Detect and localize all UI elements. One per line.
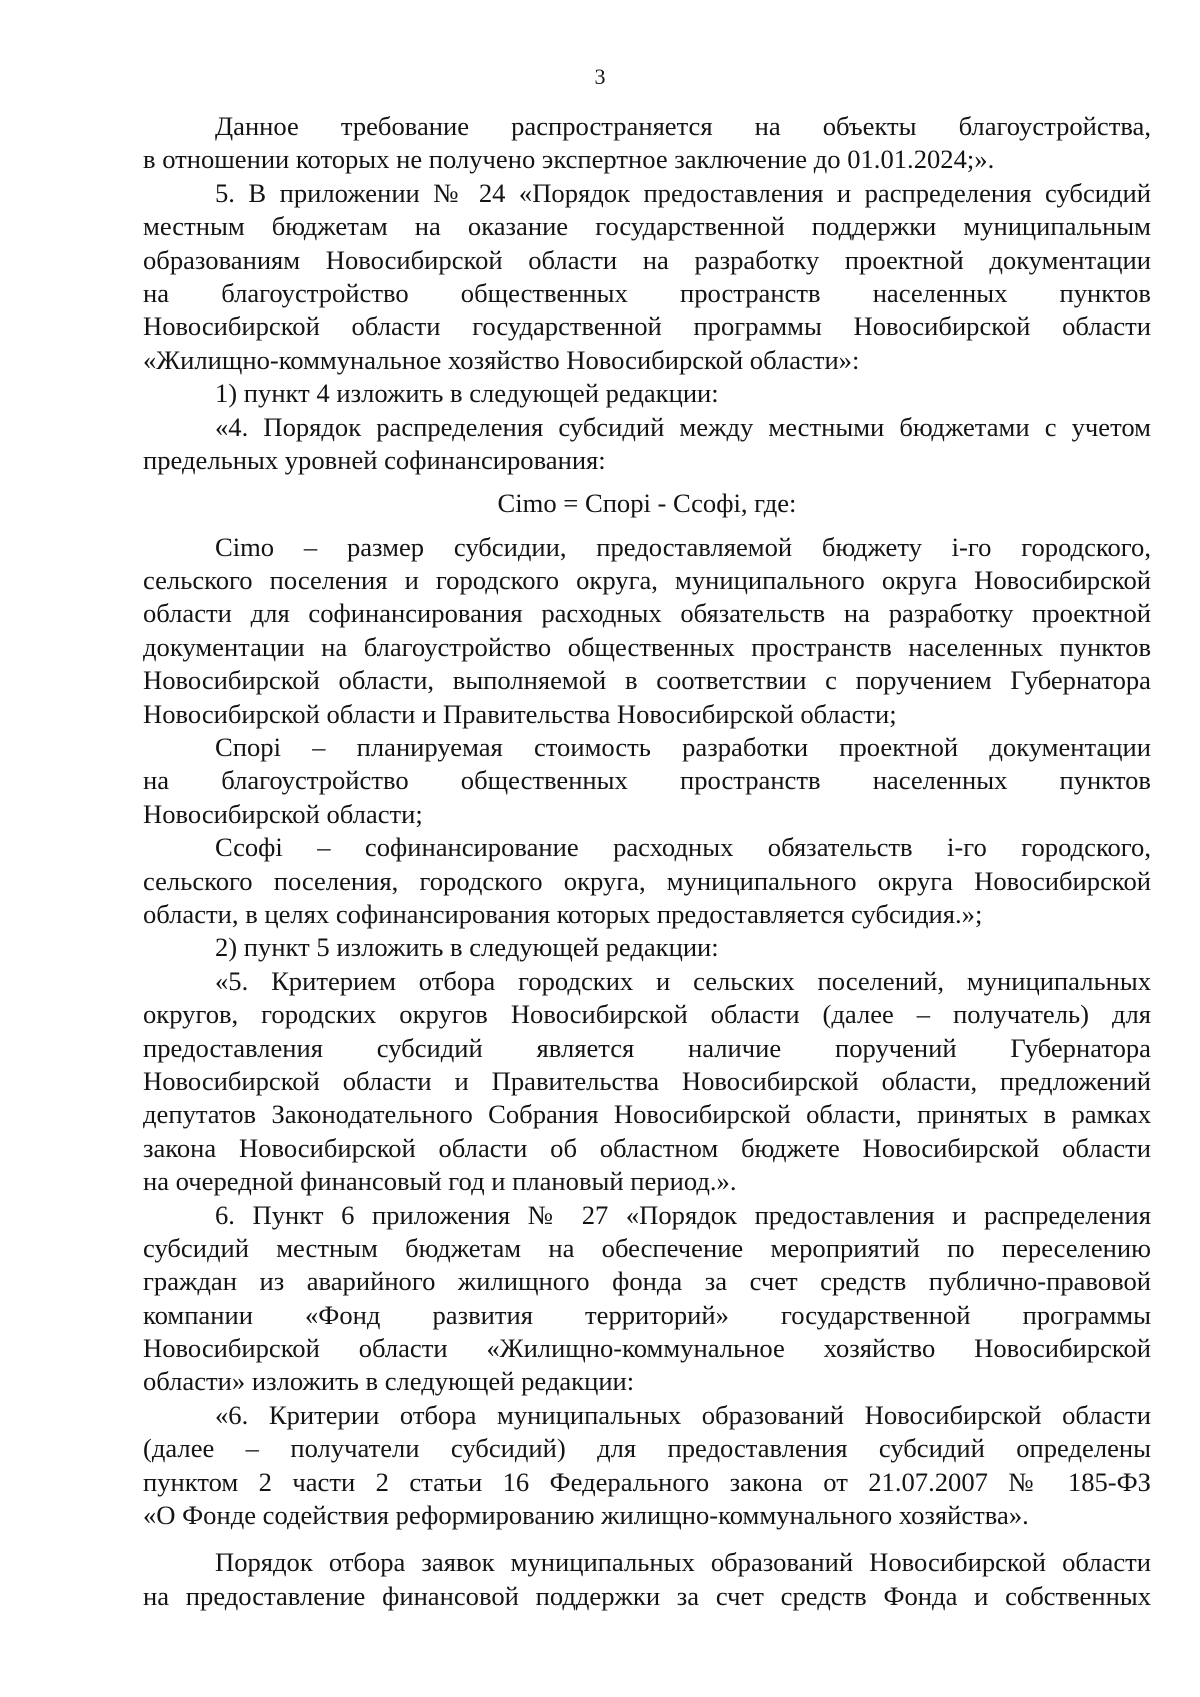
- text-line: на благоустройство общественных пространств населенных пунктов: [143, 765, 1151, 796]
- text-line: закона Новосибирской области об областном бюджете Новосибирской области: [143, 1132, 1151, 1163]
- text-line: сельского поселения, городского округа, муниципального округа Новосибирской: [143, 865, 1151, 896]
- text-line: на благоустройство общественных пространств населенных пунктов: [143, 277, 1151, 308]
- text-line: Новосибирской области государственной программы Новосибирской области: [143, 311, 1151, 342]
- text-line: «6. Критерии отбора муниципальных образований Новосибирской области: [215, 1399, 1151, 1430]
- text-line: 6. Пункт 6 приложения № 27 «Порядок предоставления и распределения: [215, 1199, 1151, 1230]
- text-line: граждан из аварийного жилищного фонда за счет средств публично-правовой: [143, 1266, 1151, 1297]
- text-line: 5. В приложении № 24 «Порядок предоставления и распределения субсидий: [215, 177, 1151, 208]
- text-line: области» изложить в следующей редакции:: [143, 1366, 635, 1397]
- text-line: на предоставление финансовой поддержки за счет средств Фонда и собственных: [143, 1580, 1151, 1611]
- text-line: «Жилищно-коммунальное хозяйство Новосибирской области»:: [143, 344, 860, 375]
- text-line: Новосибирской области «Жилищно-коммунальное хозяйство Новосибирской: [143, 1333, 1151, 1364]
- text-line: Спорi – планируемая стоимость разработки проектной документации: [215, 732, 1151, 763]
- text-line: Новосибирской области и Правительства Новосибирской области;: [143, 698, 897, 729]
- text-line: (далее – получатели субсидий) для предоставления субсидий определены: [143, 1433, 1151, 1464]
- text-line: Сimo – размер субсидии, предоставляемой бюджету i-го городского,: [215, 531, 1151, 562]
- text-line: образованиям Новосибирской области на разработку проектной документации: [143, 244, 1151, 275]
- text-line: депутатов Законодательного Собрания Новосибирской области, принятых в рамках: [143, 1099, 1151, 1130]
- text-line: округов, городских округов Новосибирской области (далее – получатель) для: [143, 999, 1151, 1030]
- text-line: на очередной финансовый год и плановый период.».: [143, 1166, 737, 1197]
- text-line: области для софинансирования расходных обязательств на разработку проектной: [143, 598, 1151, 629]
- text-line: Ссофi – софинансирование расходных обязательств i-го городского,: [215, 832, 1151, 863]
- page-number: 3: [594, 64, 606, 89]
- text-line: Новосибирской области и Правительства Новосибирской области, предложений: [143, 1065, 1151, 1096]
- text-line: «4. Порядок распределения субсидий между местными бюджетами с учетом: [215, 411, 1151, 442]
- text-line: предельных уровней софинансирования:: [143, 444, 606, 475]
- text-line: Порядок отбора заявок муниципальных образований Новосибирской области: [215, 1547, 1151, 1578]
- text-line: пунктом 2 части 2 статьи 16 Федерального закона от 21.07.2007 № 185-ФЗ: [143, 1466, 1151, 1497]
- text-line: области, в целях софинансирования которых предоставляется субсидия.»;: [143, 898, 983, 929]
- text-line: компании «Фонд развития территорий» государственной программы: [143, 1299, 1151, 1330]
- text-line: документации на благоустройство общественных пространств населенных пунктов: [143, 631, 1151, 662]
- text-line: сельского поселения и городского округа, муниципального округа Новосибирской: [143, 565, 1151, 596]
- text-line: в отношении которых не получено экспертное заключение до 01.01.2024;».: [143, 144, 995, 175]
- document-body: [143, 110, 1151, 1613]
- text-line: местным бюджетам на оказание государственной поддержки муниципальным: [143, 211, 1151, 242]
- text-line: предоставления субсидий является наличие поручений Губернатора: [143, 1032, 1151, 1063]
- text-line: субсидий местным бюджетам на обеспечение мероприятий по переселению: [143, 1232, 1151, 1263]
- formula-line: Сimo = Спорi - Ссофi, где:: [497, 488, 797, 519]
- text-line: Новосибирской области;: [143, 798, 423, 829]
- text-line: Новосибирской области, выполняемой в соответствии с поручением Губернатора: [143, 665, 1151, 696]
- text-line: «О Фонде содействия реформированию жилищно-коммунального хозяйства».: [143, 1500, 1029, 1531]
- text-line: 1) пункт 4 изложить в следующей редакции:: [215, 378, 719, 409]
- text-line: «5. Критерием отбора городских и сельских поселений, муниципальных: [215, 965, 1151, 996]
- text-line: Данное требование распространяется на объекты благоустройства,: [215, 111, 1151, 141]
- text-line: 2) пункт 5 изложить в следующей редакции:: [215, 932, 719, 963]
